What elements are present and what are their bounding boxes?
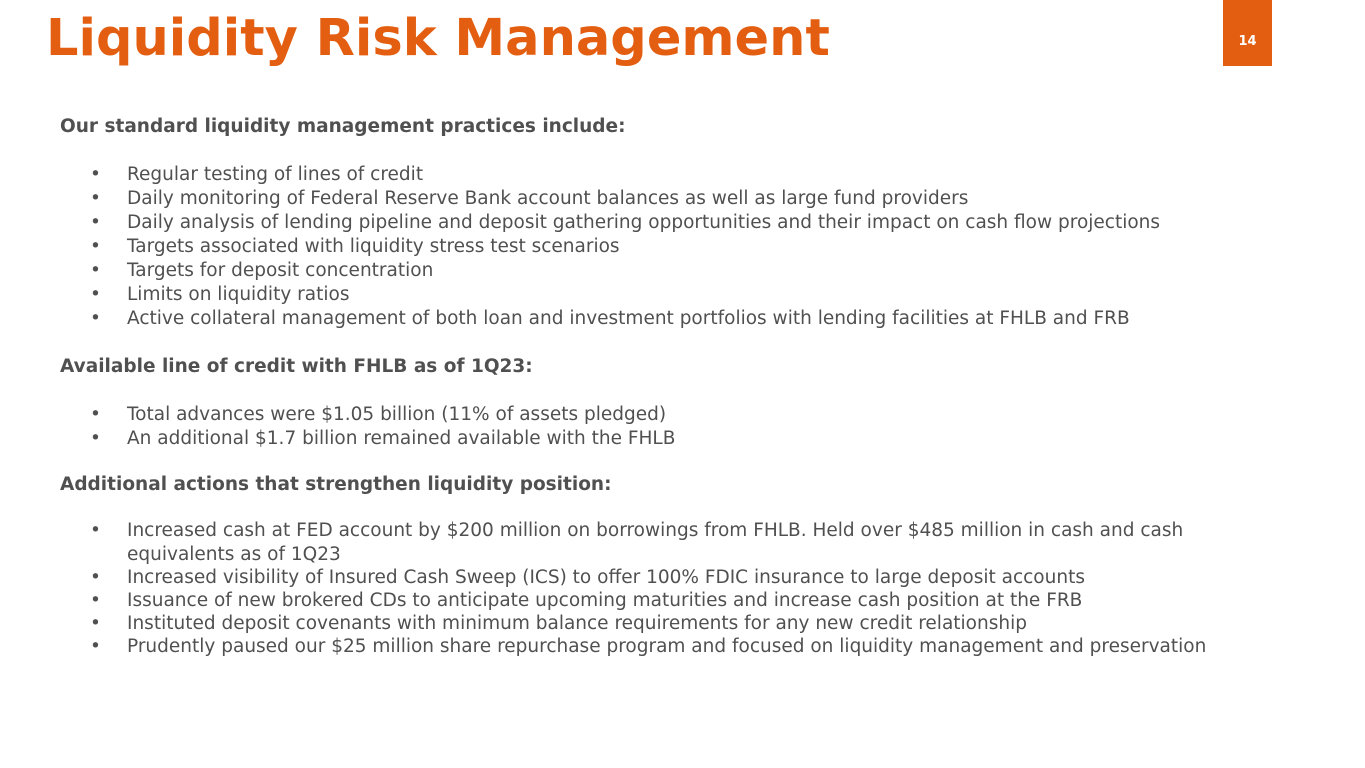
fhlb-credit-list bbox=[60, 403, 1350, 451]
list-item bbox=[60, 566, 1350, 590]
list-item bbox=[60, 187, 1350, 211]
bullet-icon: • bbox=[90, 260, 101, 281]
list-item-text: Increased visibility of Insured Cash Sweep (ICS) to offer 100% FDIC insurance to large deposit accounts bbox=[127, 567, 1085, 588]
bullet-icon: • bbox=[90, 164, 101, 185]
list-item bbox=[60, 403, 1350, 427]
slide-content bbox=[60, 115, 1350, 658]
bullet-icon: • bbox=[90, 308, 101, 329]
slide-title: Liquidity Risk Management bbox=[46, 9, 830, 68]
additional-actions-list bbox=[60, 519, 1350, 659]
bullet-icon: • bbox=[90, 236, 101, 257]
list-item bbox=[60, 612, 1350, 636]
bullet-icon: • bbox=[90, 404, 101, 425]
list-item-text: Targets associated with liquidity stress test scenarios bbox=[127, 236, 620, 257]
list-item-text: Total advances were $1.05 billion (11% of assets pledged) bbox=[127, 404, 667, 425]
list-item-text: Active collateral management of both loan and investment portfolios with lending facilities at FHLB and FRB bbox=[127, 308, 1130, 329]
bullet-icon: • bbox=[90, 212, 101, 233]
list-item bbox=[60, 283, 1350, 307]
bullet-icon: • bbox=[90, 428, 101, 449]
list-item bbox=[60, 235, 1350, 259]
section-heading-additional-actions: Additional actions that strengthen liquidity position: bbox=[60, 474, 612, 495]
section-heading-fhlb-credit: Available line of credit with FHLB as of 1Q23: bbox=[60, 356, 533, 377]
bullet-icon: • bbox=[90, 613, 101, 634]
list-item-text: Targets for deposit concentration bbox=[127, 260, 434, 281]
list-item-text: Increased cash at FED account by $200 million on borrowings from FHLB. Held over $485 million in cash and cash equivalents as of 1Q23 bbox=[127, 520, 1184, 565]
list-item-text: Issuance of new brokered CDs to anticipate upcoming maturities and increase cash position at the FRB bbox=[127, 590, 1083, 611]
list-item bbox=[60, 589, 1350, 613]
list-item-text: An additional $1.7 billion remained available with the FHLB bbox=[127, 428, 676, 449]
list-item-text: Instituted deposit covenants with minimum balance requirements for any new credit relationship bbox=[127, 613, 1027, 634]
list-item bbox=[60, 307, 1350, 331]
bullet-icon: • bbox=[90, 284, 101, 305]
bullet-icon: • bbox=[90, 520, 101, 541]
section-heading-practices: Our standard liquidity management practices include: bbox=[60, 116, 626, 137]
list-item bbox=[60, 519, 1287, 567]
page-number-badge: 14 bbox=[1223, 0, 1272, 66]
bullet-icon: • bbox=[90, 636, 101, 657]
list-item bbox=[60, 635, 1350, 659]
list-item-text: Limits on liquidity ratios bbox=[127, 284, 350, 305]
practices-list bbox=[60, 163, 1350, 331]
bullet-icon: • bbox=[90, 590, 101, 611]
list-item-text: Daily monitoring of Federal Reserve Bank account balances as well as large fund providers bbox=[127, 188, 969, 209]
list-item bbox=[60, 163, 1350, 187]
bullet-icon: • bbox=[90, 188, 101, 209]
list-item-text: Prudently paused our $25 million share repurchase program and focused on liquidity management and preservation bbox=[127, 636, 1207, 657]
list-item-text: Regular testing of lines of credit bbox=[127, 164, 424, 185]
list-item-text: Daily analysis of lending pipeline and deposit gathering opportunities and their impact on cash flow projections bbox=[127, 212, 1161, 233]
bullet-icon: • bbox=[90, 567, 101, 588]
list-item bbox=[60, 427, 1350, 451]
list-item bbox=[60, 259, 1350, 283]
list-item bbox=[60, 211, 1350, 235]
